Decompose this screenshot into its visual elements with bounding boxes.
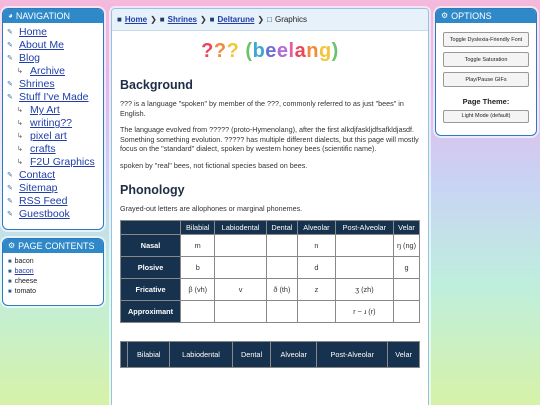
table-cell: d: [298, 257, 336, 279]
nav-item-guestbook: [7, 208, 103, 221]
page-contents-title: PAGE CONTENTS: [18, 241, 95, 251]
nav-link-archive[interactable]: Archive: [30, 65, 66, 77]
pencil-icon: ✎: [7, 211, 13, 218]
nav-item-home: [7, 26, 103, 39]
background-paragraph-2: The language evolved from ????? (proto-Hymenolang), after the first alkdjfaskljdfsafkldjasdf. Something something evolution. ????? has multiple different dialects, but this page will mostly focus on the "standard" dialect, spoken by western honey bees (scientific name).: [120, 125, 419, 154]
row-header: Plosive: [121, 257, 181, 279]
table-cell: [266, 257, 297, 279]
pencil-icon: ✎: [7, 29, 13, 36]
table-row: [121, 235, 420, 257]
table-cell: r ~ ɹ (r): [335, 301, 393, 323]
toc-link-bacon[interactable]: bacon: [14, 268, 34, 275]
title-letter: e: [276, 40, 289, 62]
title-letter: ?: [213, 40, 227, 62]
nav-link-crafts[interactable]: crafts: [30, 143, 56, 155]
table-row: [121, 279, 420, 301]
nav-item-writing: [7, 117, 103, 130]
nav-item-blog: [7, 52, 103, 65]
table-cell: [215, 301, 266, 323]
subitem-arrow-icon: ↳: [17, 133, 23, 140]
page-contents-list: [3, 253, 103, 297]
table-cell: b: [181, 257, 215, 279]
table-cell: n: [298, 235, 336, 257]
nav-item-stuff-i-ve-made: [7, 91, 103, 104]
pencil-icon: ✎: [7, 172, 13, 179]
page-contents-header: [3, 239, 103, 253]
title-letter: n: [306, 40, 319, 62]
folder-icon: ■: [159, 15, 165, 24]
toc-link-cheese[interactable]: cheese: [14, 278, 38, 285]
title-letter: ?: [201, 40, 214, 62]
gears-icon: ⚙: [8, 241, 16, 250]
consonant-table-2-header-row: [121, 342, 420, 368]
nav-item-contact: [7, 169, 103, 182]
title-letter: e: [265, 40, 277, 62]
page-title: [120, 40, 420, 66]
bullet-icon: ■: [8, 279, 12, 285]
consonant-table-header-row: [121, 221, 420, 235]
chevron-right-icon: ❯: [150, 15, 157, 24]
breadcrumb: [112, 9, 428, 31]
table-row: [121, 257, 420, 279]
pencil-icon: ✎: [7, 42, 13, 49]
nav-item-rss-feed: [7, 195, 103, 208]
table-cell: [266, 301, 297, 323]
chevron-right-icon: ❯: [199, 15, 207, 24]
table-cell: ʒ (zh): [335, 279, 393, 301]
page-theme-select[interactable]: Light Mode (default): [443, 110, 529, 123]
column-header: Labiodental: [215, 221, 266, 235]
column-header: [121, 221, 181, 235]
phonology-heading: Phonology: [120, 182, 185, 197]
folder-icon: ■: [117, 15, 122, 24]
column-header: Velar: [393, 221, 419, 235]
table-cell: ɡ: [393, 257, 419, 279]
table-cell: [298, 301, 336, 323]
nav-item-pixel-art: [7, 130, 103, 143]
nav-link-contact[interactable]: Contact: [19, 169, 56, 181]
page-contents-panel: [2, 238, 104, 306]
background-paragraph-3: spoken by "real" bees, not fictional species based on bees.: [120, 160, 308, 170]
row-header: Approximant: [121, 301, 181, 323]
breadcrumb-deltarune[interactable]: Deltarune: [217, 15, 255, 24]
bullet-icon: ■: [8, 259, 12, 265]
nav-item-shrines: [7, 78, 103, 91]
toc-item: [8, 287, 103, 297]
open-folder-icon: □: [267, 15, 272, 24]
table-cell: [393, 279, 419, 301]
options-panel: [435, 8, 537, 136]
column-header: Alveolar: [298, 221, 336, 235]
consonant-table: [120, 220, 420, 323]
toc-link-bacon[interactable]: bacon: [14, 258, 34, 265]
nav-link-pixel-art[interactable]: pixel art: [30, 130, 67, 142]
compass-icon: ◕: [8, 11, 13, 20]
table-cell: [335, 257, 393, 279]
toggle-dyslexia-font-button[interactable]: Toggle Dyslexia-Friendly Font: [443, 32, 529, 47]
nav-link-stuff-i-ve-made[interactable]: Stuff I've Made: [19, 91, 89, 103]
column-header: Alveolar: [271, 342, 317, 368]
nav-link-f2u-graphics[interactable]: F2U Graphics: [30, 156, 95, 168]
pencil-icon: ✎: [7, 185, 13, 192]
row-header: Nasal: [121, 235, 181, 257]
chevron-right-icon: ❯: [257, 15, 265, 24]
table-cell: [181, 301, 215, 323]
table-cell: [266, 235, 297, 257]
gears-icon: ⚙: [441, 11, 449, 20]
navigation-title: NAVIGATION: [15, 11, 71, 21]
toc-item: [8, 267, 103, 277]
pencil-icon: ✎: [7, 198, 13, 205]
article: [112, 40, 428, 368]
column-header: Labiodental: [170, 342, 233, 368]
background-paragraph-1: ??? is a language "spoken" by member of the ???, commonly referred to as just "bees" in English.: [120, 99, 404, 118]
nav-link-about-me[interactable]: About Me: [19, 39, 64, 51]
subitem-arrow-icon: ↳: [17, 120, 23, 127]
nav-item-archive: [7, 65, 103, 78]
page-theme-label: Page Theme:: [462, 97, 510, 106]
table-cell: [335, 235, 393, 257]
background-heading: Background: [120, 78, 193, 92]
subitem-arrow-icon: ↳: [17, 107, 23, 114]
table-cell: z: [298, 279, 336, 301]
nav-item-my-art: [7, 104, 103, 117]
title-letter: ): [331, 40, 339, 62]
table-row: [121, 301, 420, 323]
nav-link-guestbook[interactable]: Guestbook: [19, 208, 70, 220]
table-cell: ð (th): [266, 279, 297, 301]
options-header: [436, 9, 536, 23]
column-header: Post-Alveolar: [335, 221, 393, 235]
breadcrumb-shrines[interactable]: Shrines: [167, 15, 197, 24]
nav-link-blog[interactable]: Blog: [19, 52, 41, 64]
nav-item-f2u-graphics: [7, 156, 103, 169]
toc-item: [8, 257, 103, 267]
title-letter: b: [252, 40, 266, 62]
nav-item-sitemap: [7, 182, 103, 195]
breadcrumb-current: Graphics: [274, 15, 307, 24]
nav-link-sitemap[interactable]: Sitemap: [19, 182, 58, 194]
nav-link-writing[interactable]: writing??: [30, 117, 73, 129]
column-header: Post-Alveolar: [317, 342, 388, 368]
bullet-icon: ■: [8, 289, 12, 295]
bullet-icon: ■: [8, 269, 12, 275]
options-title: OPTIONS: [451, 11, 492, 21]
column-header: Bilabial: [181, 221, 215, 235]
nav-link-rss-feed[interactable]: RSS Feed: [19, 195, 68, 207]
column-header: Dental: [232, 342, 270, 368]
row-header: Fricative: [121, 279, 181, 301]
navigation-panel: [2, 8, 104, 230]
toc-item: [8, 277, 103, 287]
title-letter: g: [318, 40, 332, 62]
title-letter: l: [288, 40, 295, 62]
subitem-arrow-icon: ↳: [17, 159, 23, 166]
main-content-panel: [111, 8, 429, 405]
folder-icon: ■: [209, 15, 215, 24]
table-cell: ŋ (ng): [393, 235, 419, 257]
table-cell: [393, 301, 419, 323]
pencil-icon: ✎: [7, 55, 13, 62]
navigation-list: [3, 23, 103, 221]
play-pause-gifs-button[interactable]: Play/Pause GIFs: [443, 72, 529, 87]
pencil-icon: ✎: [7, 94, 13, 101]
title-letter: (: [245, 40, 253, 62]
table-cell: [215, 257, 266, 279]
breadcrumb-home[interactable]: Home: [124, 15, 148, 24]
consonant-table-2: [120, 341, 420, 368]
pencil-icon: ✎: [7, 81, 13, 88]
subitem-arrow-icon: ↳: [17, 68, 23, 75]
table-cell: m: [181, 235, 215, 257]
phonology-note: Grayed-out letters are allophones or marginal phonemes.: [120, 203, 303, 213]
title-letter: a: [294, 40, 307, 62]
column-header: [121, 342, 128, 368]
nav-item-about-me: [7, 39, 103, 52]
column-header: Velar: [388, 342, 420, 368]
table-cell: v: [215, 279, 266, 301]
table-cell: β (vh): [181, 279, 215, 301]
consonant-table-body: [121, 235, 420, 323]
navigation-header: [3, 9, 103, 23]
column-header: Bilabial: [128, 342, 170, 368]
toggle-saturation-button[interactable]: Toggle Saturation: [443, 52, 529, 67]
nav-link-shrines[interactable]: Shrines: [19, 78, 55, 90]
toc-link-tomato[interactable]: tomato: [14, 288, 37, 295]
column-header: Dental: [266, 221, 297, 235]
nav-link-home[interactable]: Home: [19, 26, 48, 38]
subitem-arrow-icon: ↳: [17, 146, 23, 153]
nav-link-my-art[interactable]: My Art: [30, 104, 60, 116]
title-letter: ?: [226, 40, 240, 62]
nav-item-crafts: [7, 143, 103, 156]
table-cell: [215, 235, 266, 257]
